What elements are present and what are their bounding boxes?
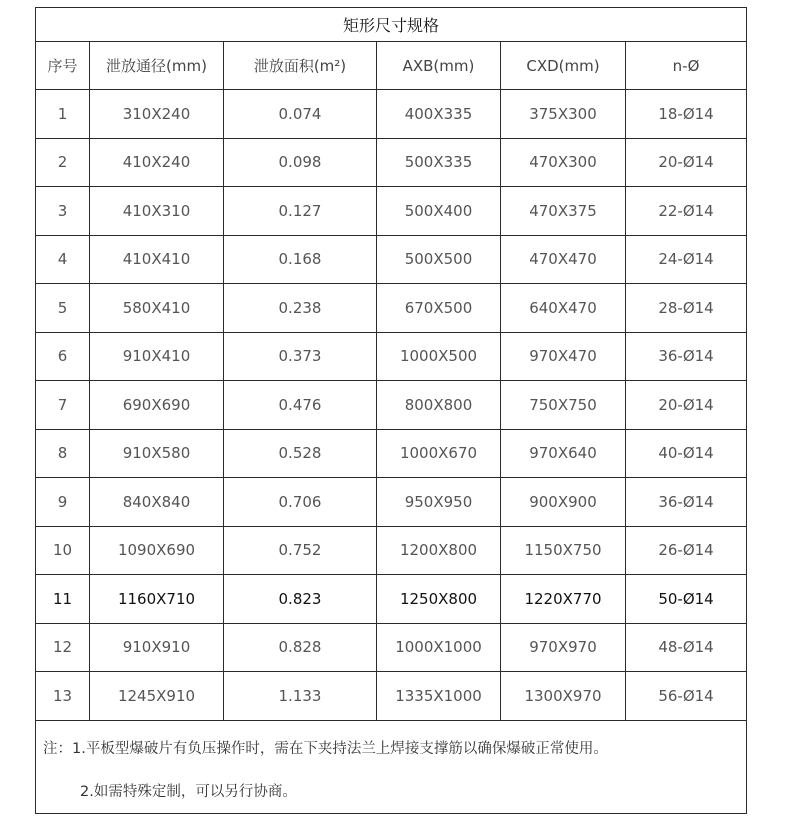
cell-index: 10 bbox=[36, 526, 90, 575]
cell-cxd: 470X470 bbox=[501, 235, 626, 284]
cell-axb: 950X950 bbox=[377, 478, 501, 527]
cell-index: 12 bbox=[36, 623, 90, 672]
note-line-2: 2.如需特殊定制，可以另行协商。 bbox=[80, 783, 297, 800]
cell-relief-area: 0.238 bbox=[224, 284, 377, 333]
cell-relief-diameter: 910X580 bbox=[90, 429, 224, 478]
cell-relief-area: 0.823 bbox=[224, 575, 377, 624]
cell-relief-diameter: 690X690 bbox=[90, 381, 224, 430]
spec-table-container bbox=[35, 7, 746, 814]
cell-axb: 1250X800 bbox=[377, 575, 501, 624]
note-line-1: 注：1.平板型爆破片有负压操作时，需在下夹持法兰上焊接支撑筋以确保爆破正常使用。 bbox=[43, 740, 608, 757]
cell-bolt-holes: 56-Ø14 bbox=[626, 672, 747, 721]
cell-axb: 500X335 bbox=[377, 138, 501, 187]
cell-cxd: 750X750 bbox=[501, 381, 626, 430]
table-row bbox=[36, 526, 747, 575]
cell-relief-diameter: 840X840 bbox=[90, 478, 224, 527]
cell-relief-diameter: 1160X710 bbox=[90, 575, 224, 624]
cell-bolt-holes: 18-Ø14 bbox=[626, 90, 747, 139]
cell-relief-diameter: 410X310 bbox=[90, 187, 224, 236]
cell-relief-area: 0.098 bbox=[224, 138, 377, 187]
cell-index: 6 bbox=[36, 332, 90, 381]
cell-bolt-holes: 24-Ø14 bbox=[626, 235, 747, 284]
table-row bbox=[36, 90, 747, 139]
cell-cxd: 470X375 bbox=[501, 187, 626, 236]
cell-cxd: 640X470 bbox=[501, 284, 626, 333]
cell-index: 8 bbox=[36, 429, 90, 478]
cell-axb: 400X335 bbox=[377, 90, 501, 139]
cell-cxd: 1300X970 bbox=[501, 672, 626, 721]
cell-relief-diameter: 410X240 bbox=[90, 138, 224, 187]
table-row bbox=[36, 575, 747, 624]
header-bolt-holes: n-Ø bbox=[626, 42, 747, 90]
header-index: 序号 bbox=[36, 42, 90, 90]
cell-index: 3 bbox=[36, 187, 90, 236]
rect-size-spec-table bbox=[35, 7, 747, 814]
cell-bolt-holes: 20-Ø14 bbox=[626, 138, 747, 187]
cell-axb: 670X500 bbox=[377, 284, 501, 333]
cell-cxd: 900X900 bbox=[501, 478, 626, 527]
cell-relief-area: 1.133 bbox=[224, 672, 377, 721]
cell-relief-area: 0.476 bbox=[224, 381, 377, 430]
cell-bolt-holes: 40-Ø14 bbox=[626, 429, 747, 478]
cell-relief-area: 0.127 bbox=[224, 187, 377, 236]
table-row bbox=[36, 138, 747, 187]
table-row bbox=[36, 672, 747, 721]
table-row bbox=[36, 235, 747, 284]
table-row bbox=[36, 381, 747, 430]
cell-cxd: 470X300 bbox=[501, 138, 626, 187]
cell-axb: 1335X1000 bbox=[377, 672, 501, 721]
cell-bolt-holes: 20-Ø14 bbox=[626, 381, 747, 430]
cell-index: 1 bbox=[36, 90, 90, 139]
cell-bolt-holes: 26-Ø14 bbox=[626, 526, 747, 575]
cell-relief-area: 0.528 bbox=[224, 429, 377, 478]
table-row bbox=[36, 429, 747, 478]
notes-cell bbox=[36, 720, 747, 813]
cell-bolt-holes: 48-Ø14 bbox=[626, 623, 747, 672]
cell-cxd: 970X970 bbox=[501, 623, 626, 672]
cell-axb: 500X400 bbox=[377, 187, 501, 236]
cell-cxd: 970X640 bbox=[501, 429, 626, 478]
cell-bolt-holes: 22-Ø14 bbox=[626, 187, 747, 236]
cell-index: 4 bbox=[36, 235, 90, 284]
header-relief-diameter: 泄放通径(mm) bbox=[90, 42, 224, 90]
cell-axb: 800X800 bbox=[377, 381, 501, 430]
cell-relief-diameter: 1090X690 bbox=[90, 526, 224, 575]
table-header-row bbox=[36, 42, 747, 90]
cell-relief-area: 0.074 bbox=[224, 90, 377, 139]
cell-relief-diameter: 1245X910 bbox=[90, 672, 224, 721]
cell-axb: 1200X800 bbox=[377, 526, 501, 575]
table-row bbox=[36, 478, 747, 527]
cell-relief-area: 0.706 bbox=[224, 478, 377, 527]
cell-bolt-holes: 50-Ø14 bbox=[626, 575, 747, 624]
cell-index: 9 bbox=[36, 478, 90, 527]
cell-relief-area: 0.168 bbox=[224, 235, 377, 284]
cell-relief-area: 0.752 bbox=[224, 526, 377, 575]
cell-bolt-holes: 36-Ø14 bbox=[626, 478, 747, 527]
cell-bolt-holes: 36-Ø14 bbox=[626, 332, 747, 381]
cell-cxd: 1220X770 bbox=[501, 575, 626, 624]
cell-bolt-holes: 28-Ø14 bbox=[626, 284, 747, 333]
cell-index: 11 bbox=[36, 575, 90, 624]
cell-relief-diameter: 580X410 bbox=[90, 284, 224, 333]
cell-index: 5 bbox=[36, 284, 90, 333]
header-relief-area: 泄放面积(m²) bbox=[224, 42, 377, 90]
cell-relief-diameter: 310X240 bbox=[90, 90, 224, 139]
cell-cxd: 375X300 bbox=[501, 90, 626, 139]
table-title-row bbox=[36, 8, 747, 42]
cell-relief-area: 0.828 bbox=[224, 623, 377, 672]
header-axb: AXB(mm) bbox=[377, 42, 501, 90]
cell-relief-diameter: 410X410 bbox=[90, 235, 224, 284]
cell-axb: 1000X500 bbox=[377, 332, 501, 381]
cell-cxd: 1150X750 bbox=[501, 526, 626, 575]
cell-axb: 1000X670 bbox=[377, 429, 501, 478]
cell-index: 2 bbox=[36, 138, 90, 187]
cell-index: 7 bbox=[36, 381, 90, 430]
cell-index: 13 bbox=[36, 672, 90, 721]
table-row bbox=[36, 284, 747, 333]
cell-relief-area: 0.373 bbox=[224, 332, 377, 381]
cell-axb: 1000X1000 bbox=[377, 623, 501, 672]
cell-relief-diameter: 910X910 bbox=[90, 623, 224, 672]
table-title: 矩形尺寸规格 bbox=[36, 8, 747, 42]
table-body bbox=[36, 90, 747, 721]
cell-relief-diameter: 910X410 bbox=[90, 332, 224, 381]
table-row bbox=[36, 187, 747, 236]
table-row bbox=[36, 623, 747, 672]
notes-row bbox=[36, 720, 747, 813]
header-cxd: CXD(mm) bbox=[501, 42, 626, 90]
cell-axb: 500X500 bbox=[377, 235, 501, 284]
table-row bbox=[36, 332, 747, 381]
cell-cxd: 970X470 bbox=[501, 332, 626, 381]
